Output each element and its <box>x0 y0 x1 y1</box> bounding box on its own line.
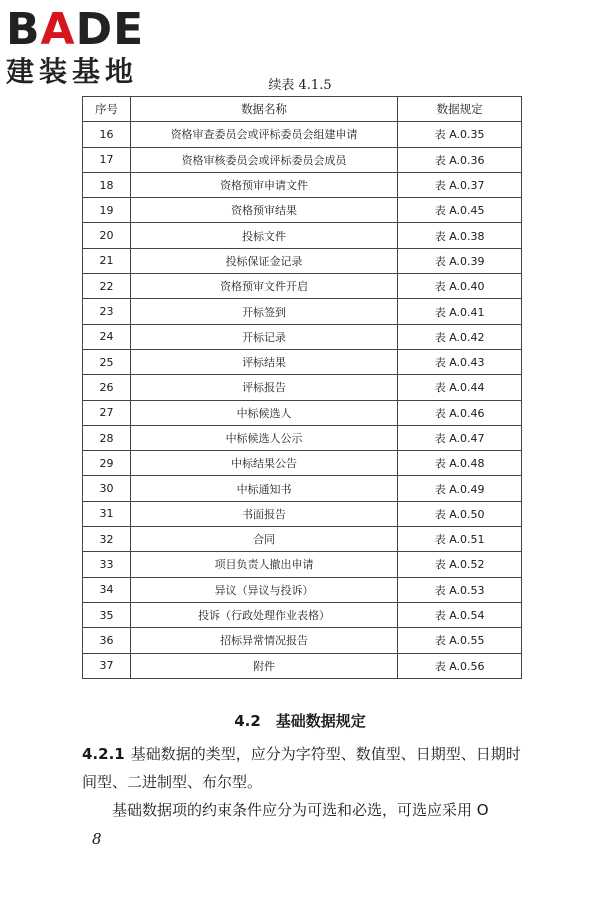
table-row <box>83 602 522 627</box>
row-index: 21 <box>83 248 131 273</box>
header-data-rule: 数据规定 <box>398 97 522 122</box>
row-data-name: 中标结果公告 <box>130 451 397 476</box>
row-index: 18 <box>83 172 131 197</box>
table-row <box>83 476 522 501</box>
logo-letter-b: B <box>6 4 41 55</box>
row-data-rule: 表 A.0.46 <box>398 400 522 425</box>
table-row <box>83 172 522 197</box>
row-data-rule: 表 A.0.53 <box>398 577 522 602</box>
row-data-rule: 表 A.0.39 <box>398 248 522 273</box>
row-index: 23 <box>83 299 131 324</box>
table-row <box>83 375 522 400</box>
row-index: 27 <box>83 400 131 425</box>
table-row <box>83 451 522 476</box>
paragraph-constraints: 基础数据项的约束条件应分为可选和必选，可选应采用 O <box>112 801 489 819</box>
row-index: 26 <box>83 375 131 400</box>
data-table <box>82 96 522 679</box>
row-data-name: 中标候选人公示 <box>130 425 397 450</box>
table-row <box>83 552 522 577</box>
row-index: 25 <box>83 349 131 374</box>
row-index: 33 <box>83 552 131 577</box>
logo-subtitle: 建装基地 <box>6 55 139 88</box>
table-row <box>83 577 522 602</box>
row-data-name: 资格审查委员会或评标委员会组建申请 <box>130 122 397 147</box>
row-index: 24 <box>83 324 131 349</box>
row-data-rule: 表 A.0.37 <box>398 172 522 197</box>
row-data-rule: 表 A.0.55 <box>398 628 522 653</box>
row-index: 22 <box>83 274 131 299</box>
row-index: 19 <box>83 198 131 223</box>
row-data-name: 开标签到 <box>130 299 397 324</box>
table-row <box>83 653 522 678</box>
row-index: 36 <box>83 628 131 653</box>
row-data-name: 附件 <box>130 653 397 678</box>
row-data-rule: 表 A.0.48 <box>398 451 522 476</box>
page-number: 8 <box>92 830 102 848</box>
row-data-name: 招标异常情况报告 <box>130 628 397 653</box>
row-data-name: 资格预审申请文件 <box>130 172 397 197</box>
row-index: 34 <box>83 577 131 602</box>
logo-wordmark <box>6 6 174 54</box>
clause-number: 4.2.1 <box>82 745 125 763</box>
header-index: 序号 <box>83 97 131 122</box>
row-data-rule: 表 A.0.47 <box>398 425 522 450</box>
row-index: 30 <box>83 476 131 501</box>
table-row <box>83 349 522 374</box>
table-row <box>83 400 522 425</box>
row-data-rule: 表 A.0.54 <box>398 602 522 627</box>
logo-letter-a: A <box>40 4 76 55</box>
table-row <box>83 527 522 552</box>
row-data-name: 评标结果 <box>130 349 397 374</box>
table-row <box>83 274 522 299</box>
row-data-name: 评标报告 <box>130 375 397 400</box>
table-row <box>83 501 522 526</box>
row-data-rule: 表 A.0.41 <box>398 299 522 324</box>
row-data-rule: 表 A.0.52 <box>398 552 522 577</box>
row-data-name: 异议（异议与投诉） <box>130 577 397 602</box>
row-index: 16 <box>83 122 131 147</box>
row-index: 37 <box>83 653 131 678</box>
row-data-name: 中标候选人 <box>130 400 397 425</box>
logo-letters-de: DE <box>75 4 145 55</box>
row-index: 32 <box>83 527 131 552</box>
row-data-name: 合同 <box>130 527 397 552</box>
row-data-rule: 表 A.0.40 <box>398 274 522 299</box>
row-data-name: 项目负责人撤出申请 <box>130 552 397 577</box>
row-data-name: 中标通知书 <box>130 476 397 501</box>
row-index: 20 <box>83 223 131 248</box>
row-data-rule: 表 A.0.44 <box>398 375 522 400</box>
table-row <box>83 324 522 349</box>
table-body <box>83 122 522 679</box>
paragraph-4-2-1 <box>82 740 528 796</box>
row-data-rule: 表 A.0.42 <box>398 324 522 349</box>
row-data-name: 资格预审文件开启 <box>130 274 397 299</box>
table-row <box>83 198 522 223</box>
table-row <box>83 122 522 147</box>
row-data-name: 投诉（行政处理作业表格） <box>130 602 397 627</box>
header-data-name: 数据名称 <box>130 97 397 122</box>
table-row <box>83 299 522 324</box>
row-index: 31 <box>83 501 131 526</box>
row-data-rule: 表 A.0.56 <box>398 653 522 678</box>
row-data-rule: 表 A.0.51 <box>398 527 522 552</box>
table-row <box>83 628 522 653</box>
row-index: 28 <box>83 425 131 450</box>
table-row <box>83 223 522 248</box>
row-index: 17 <box>83 147 131 172</box>
row-data-name: 投标保证金记录 <box>130 248 397 273</box>
clause-text: 基础数据的类型，应分为字符型、数值型、日期型、日期时间型、二进制型、布尔型。 <box>82 745 521 791</box>
row-data-name: 资格预审结果 <box>130 198 397 223</box>
row-data-rule: 表 A.0.35 <box>398 122 522 147</box>
table-caption: 续表 4.1.5 <box>268 78 332 93</box>
row-data-rule: 表 A.0.45 <box>398 198 522 223</box>
row-data-rule: 表 A.0.50 <box>398 501 522 526</box>
table-row <box>83 425 522 450</box>
row-index: 29 <box>83 451 131 476</box>
row-data-rule: 表 A.0.38 <box>398 223 522 248</box>
table-header-row <box>83 97 522 122</box>
table-row <box>83 248 522 273</box>
table-row <box>83 147 522 172</box>
row-data-name: 书面报告 <box>130 501 397 526</box>
row-index: 35 <box>83 602 131 627</box>
row-data-rule: 表 A.0.36 <box>398 147 522 172</box>
row-data-rule: 表 A.0.43 <box>398 349 522 374</box>
row-data-name: 开标记录 <box>130 324 397 349</box>
section-title: 4.2 基础数据规定 <box>234 712 366 730</box>
row-data-name: 投标文件 <box>130 223 397 248</box>
row-data-name: 资格审核委员会或评标委员会成员 <box>130 147 397 172</box>
row-data-rule: 表 A.0.49 <box>398 476 522 501</box>
